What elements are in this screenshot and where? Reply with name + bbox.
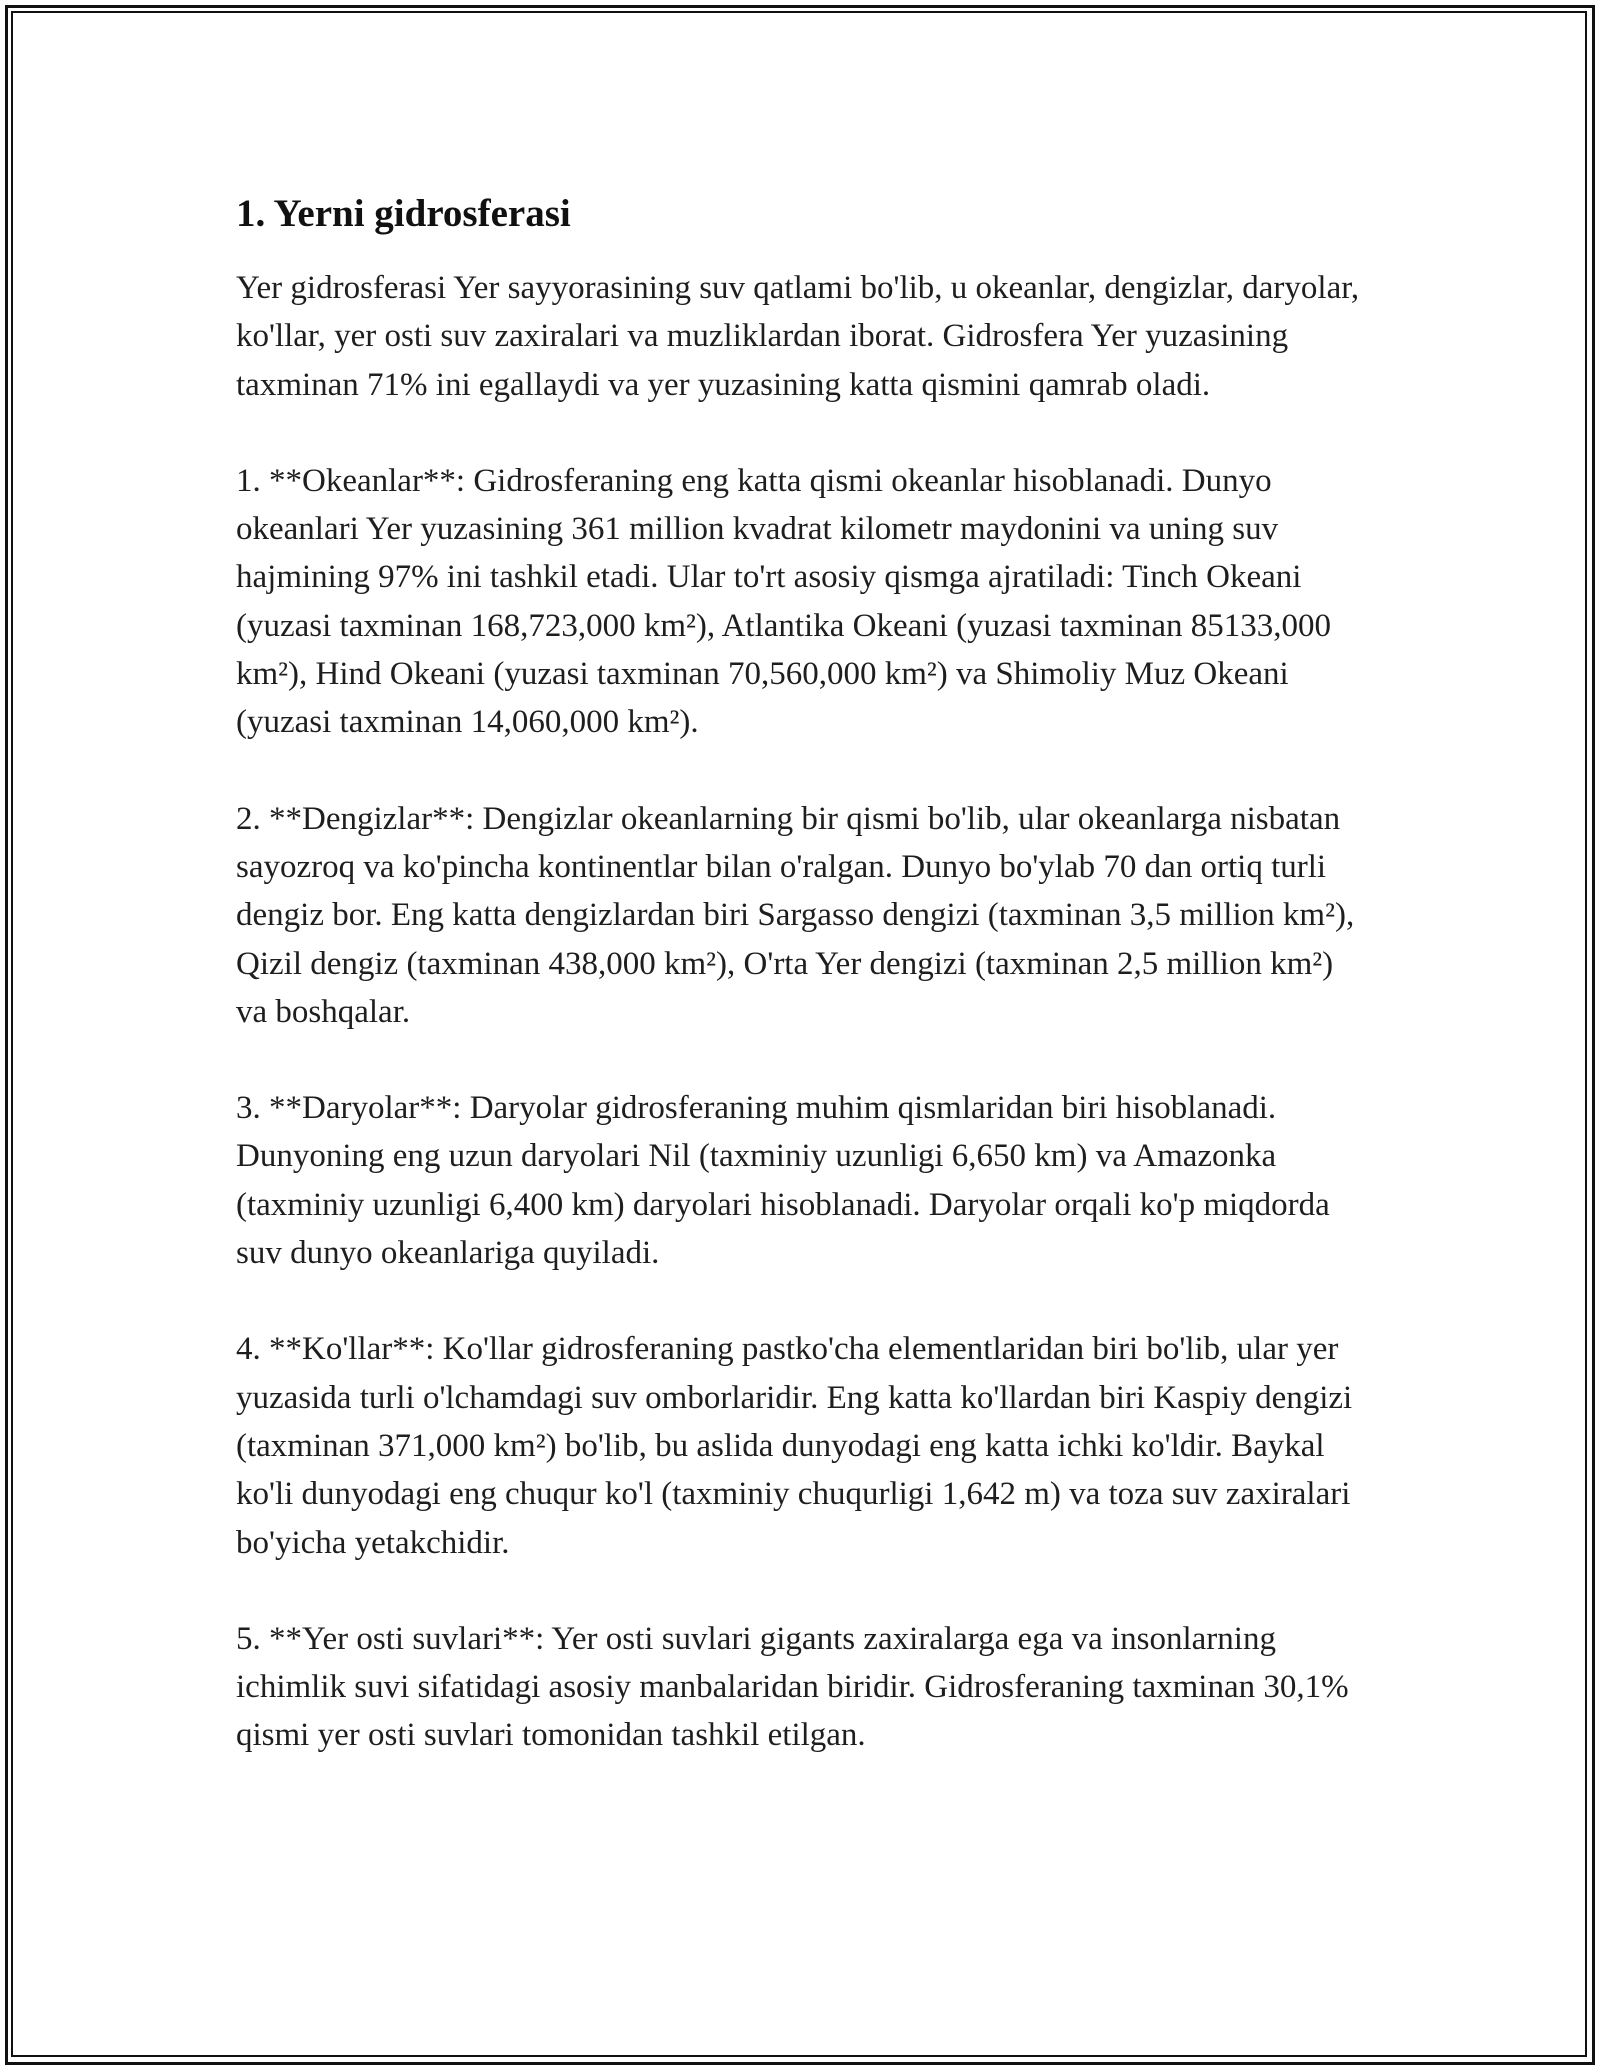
groundwater-paragraph: 5. **Yer osti suvlari**: Yer osti suvlari gigants zaxiralarga ega va insonlarning ichimlik suvi sifatidagi asosiy manbalaridan biridir. Gidrosferaning taxminan 30,1% qismi yer osti suvlari tomonidan tashkil etilgan. <box>236 1620 1349 1754</box>
intro-paragraph: Yer gidrosferasi Yer sayyorasining suv qatlami bo'lib, u okeanlar, dengizlar, daryolar, ko'llar, yer osti suv zaxiralari va muzliklardan iborat. Gidrosfera Yer yuzasining taxminan 71% ini egallaydi va yer yuzasining katta qismini qamrab oladi. <box>236 270 1360 403</box>
lakes-paragraph: 4. **Ko'llar**: Ko'llar gidrosferaning pastko'cha elementlaridan biri bo'lib, ular yer yuzasida turli o'lchamdagi suv omborlaridir. Eng katta ko'llardan biri Kaspiy dengizi (taxminan 371,000 km²) bo'lib, bu aslida dunyodagi eng katta ichki ko'ldir. Baykal ko'li dunyodagi eng chuqur ko'l (taxminiy chuqurligi 1,642 m) va toza suv zaxiralari bo'yicha yetakchidir. <box>236 1331 1353 1561</box>
document-body <box>236 186 1372 1808</box>
section-heading: 1. Yerni gidrosferasi <box>236 192 571 235</box>
rivers-paragraph: 3. **Daryolar**: Daryolar gidrosferaning muhim qismlaridan biri hisoblanadi. Dunyoning eng uzun daryolari Nil (taxminiy uzunligi 6,650 km) va Amazonka (taxminiy uzunligi 6,400 km) daryolari hisoblanadi. Daryolar orqali ko'p miqdorda suv dunyo okeanlariga quyiladi. <box>236 1090 1330 1272</box>
seas-paragraph: 2. **Dengizlar**: Dengizlar okeanlarning bir qismi bo'lib, ular okeanlarga nisbatan sayozroq va ko'pincha kontinentlar bilan o'ralgan. Dunyo bo'ylab 70 dan ortiq turli dengiz bor. Eng katta dengizlardan biri Sargasso dengizi (taxminan 3,5 million km²), Qizil dengiz (taxminan 438,000 km²), O'rta Yer dengizi (taxminan 2,5 million km²) va boshqalar. <box>236 800 1355 1030</box>
oceans-paragraph: 1. **Okeanlar**: Gidrosferaning eng katta qismi okeanlar hisoblanadi. Dunyo okeanlari Yer yuzasining 361 million kvadrat kilometr maydonini va uning suv hajmining 97% ini tashkil etadi. Ular to'rt asosiy qismga ajratiladi: Tinch Okeani (yuzasi taxminan 168,723,000 km²), Atlantika Okeani (yuzasi taxminan 85133,000 km²), Hind Okeani (yuzasi taxminan 70,560,000 km²) va Shimoliy Muz Okeani (yuzasi taxminan 14,060,000 km²). <box>236 462 1332 741</box>
